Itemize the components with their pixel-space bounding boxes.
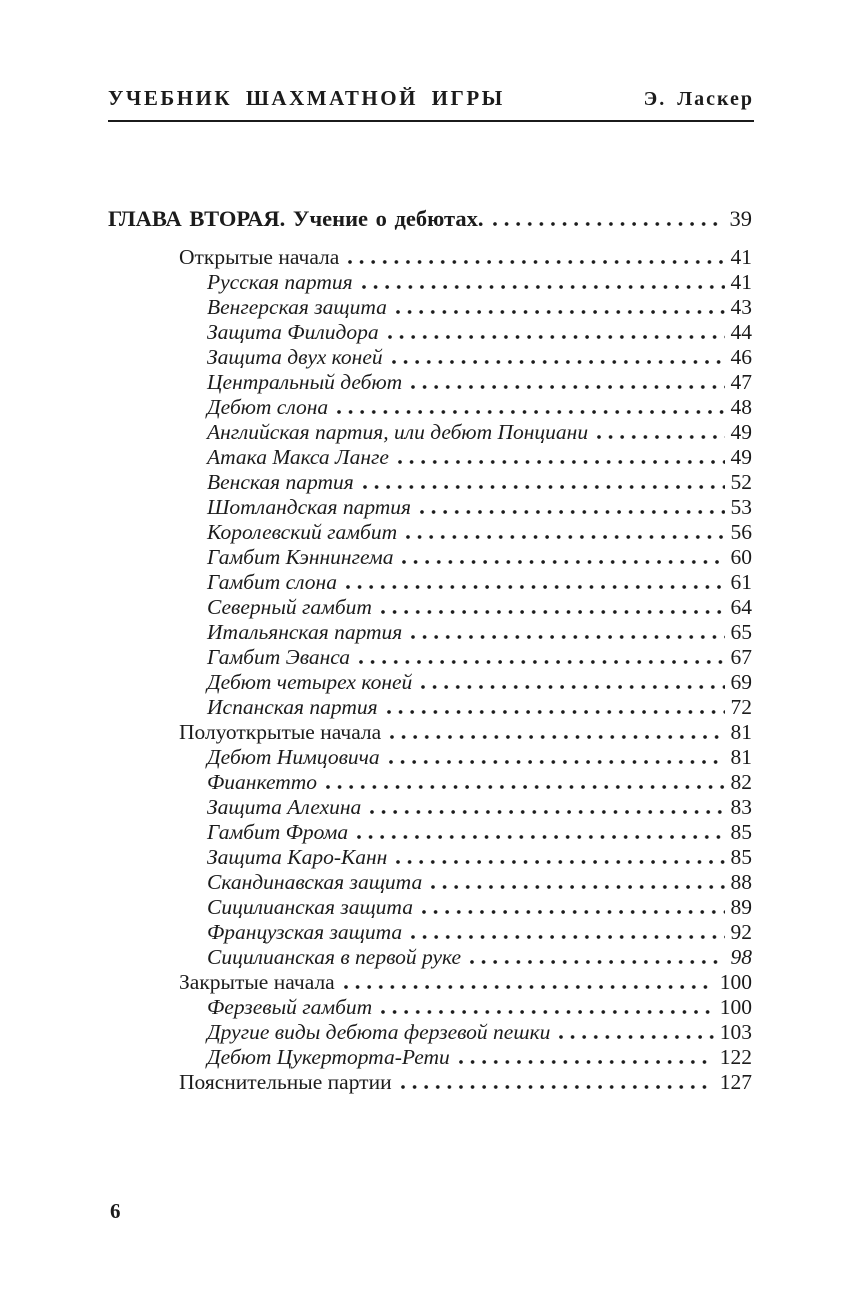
dot-leader <box>362 285 725 289</box>
toc-entry-page: 82 <box>730 770 752 794</box>
dot-leader <box>411 635 724 639</box>
page-header <box>108 88 754 122</box>
dot-leader <box>597 435 724 439</box>
toc-entry-label: Гамбит Кэннингема <box>207 545 394 569</box>
toc-entry-page: 46 <box>730 345 752 369</box>
toc-entry-page: 85 <box>730 820 752 844</box>
toc-entry-page: 100 <box>719 995 752 1019</box>
toc-entry-label: Гамбит Эванса <box>207 645 351 669</box>
toc-entry-label: Защита Филидора <box>207 320 379 344</box>
toc-entry <box>108 495 752 520</box>
author-name: Э. Ласкер <box>643 88 754 110</box>
toc-entry-label: Атака Макса Ланге <box>207 445 389 469</box>
toc-entry-page: 103 <box>719 1020 752 1044</box>
toc-entry-page: 52 <box>730 470 752 494</box>
dot-leader <box>422 910 725 914</box>
dot-leader <box>401 1085 714 1089</box>
toc-entry-label: Защита двух коней <box>207 345 383 369</box>
dot-leader <box>402 560 724 564</box>
toc-entry-label: Русская партия <box>207 270 353 294</box>
toc-entry-page: 69 <box>730 670 752 694</box>
toc-entry <box>108 620 752 645</box>
toc-entry-page: 127 <box>719 1070 752 1094</box>
toc-entry-page: 72 <box>730 695 752 719</box>
toc-entry-label: Дебют Нимцовича <box>207 745 380 769</box>
toc-entry <box>108 820 752 845</box>
toc-entry <box>108 895 752 920</box>
toc-entry <box>108 270 752 295</box>
dot-leader <box>411 385 724 389</box>
dot-leader <box>398 460 725 464</box>
toc-entry-page: 100 <box>719 970 752 994</box>
toc-entry-label: Сицилианская в первой руке <box>207 945 462 969</box>
toc-entry <box>108 720 752 745</box>
toc-entry <box>108 395 752 420</box>
toc-entry <box>108 345 752 370</box>
toc-entry <box>108 695 752 720</box>
toc-entry-label: Английская партия, или дебют Понциани <box>207 420 589 444</box>
toc-entry-page: 56 <box>730 520 752 544</box>
dot-leader <box>559 1035 713 1039</box>
toc-entry <box>108 670 752 695</box>
toc-entry-label: Дебют четырех коней <box>207 670 413 694</box>
toc-entry <box>108 645 752 670</box>
toc-entry-page: 49 <box>730 445 752 469</box>
toc-entry-page: 67 <box>730 645 752 669</box>
toc-entry-page: 61 <box>730 570 752 594</box>
toc-entry-label: Дебют слона <box>207 395 329 419</box>
toc-entry <box>108 870 752 895</box>
toc-entry <box>108 445 752 470</box>
toc-entry <box>108 1045 752 1070</box>
toc-entry-label: Центральный дебют <box>207 370 403 394</box>
dot-leader <box>396 310 725 314</box>
dot-leader <box>326 785 724 789</box>
toc-entry <box>108 745 752 770</box>
toc-entry-page: 47 <box>730 370 752 394</box>
dot-leader <box>389 760 725 764</box>
toc-entry <box>108 970 752 995</box>
dot-leader <box>370 810 724 814</box>
toc-entry-label: Защита Алехина <box>207 795 362 819</box>
toc-entry-page: 65 <box>730 620 752 644</box>
dot-leader <box>420 510 724 514</box>
dot-leader <box>390 735 724 739</box>
book-title: УЧЕБНИК ШАХМАТНОЙ ИГРЫ <box>108 86 505 110</box>
toc-entry-page: 64 <box>730 595 752 619</box>
toc-entry <box>108 920 752 945</box>
toc-entry-page: 88 <box>730 870 752 894</box>
toc-entry-label: Гамбит слона <box>207 570 337 594</box>
toc-entry-page: 44 <box>730 320 752 344</box>
toc-entry-label: Открытые начала <box>179 245 340 269</box>
toc-entry <box>108 545 752 570</box>
toc-entry <box>108 1020 752 1045</box>
toc-entry-page: 43 <box>730 295 752 319</box>
dot-leader <box>470 960 724 964</box>
dot-leader <box>381 610 725 614</box>
toc-entry-label: Ферзевый гамбит <box>207 995 373 1019</box>
toc-entry-page: 53 <box>730 495 752 519</box>
toc-entry-page: 41 <box>730 245 752 269</box>
toc-entry-label: Испанская партия <box>207 695 378 719</box>
dot-leader <box>406 535 724 539</box>
dot-leader <box>388 335 725 339</box>
toc-entry-page: 89 <box>730 895 752 919</box>
dot-leader <box>493 222 724 226</box>
chapter-heading-row <box>108 206 752 231</box>
toc-entry <box>108 570 752 595</box>
toc-entry <box>108 1070 752 1095</box>
dot-leader <box>431 885 724 889</box>
dot-leader <box>392 360 725 364</box>
dot-leader <box>359 660 724 664</box>
toc-entry-page: 41 <box>730 270 752 294</box>
toc-entry-page: 92 <box>730 920 752 944</box>
page-number: 6 <box>110 1199 121 1223</box>
toc-entry-page: 49 <box>730 420 752 444</box>
toc-entry <box>108 595 752 620</box>
dot-leader <box>337 410 724 414</box>
toc-entry-page: 81 <box>730 745 752 769</box>
toc-entry-label: Сицилианская защита <box>207 895 413 919</box>
toc-entries <box>108 245 752 1095</box>
chapter-heading: ГЛАВА ВТОРАЯ. Учение о дебютах. <box>108 206 484 231</box>
toc-entry <box>108 995 752 1020</box>
toc-entry-page: 122 <box>719 1045 752 1069</box>
toc-entry-label: Скандинавская защита <box>207 870 423 894</box>
dot-leader <box>357 835 724 839</box>
toc-entry <box>108 295 752 320</box>
toc-entry-page: 48 <box>730 395 752 419</box>
toc-entry-label: Пояснительные партии <box>179 1070 392 1094</box>
toc-entry <box>108 945 752 970</box>
toc-entry-page: 83 <box>730 795 752 819</box>
toc-entry <box>108 795 752 820</box>
dot-leader <box>381 1010 714 1014</box>
toc-entry-label: Венгерская защита <box>207 295 387 319</box>
dot-leader <box>396 860 724 864</box>
toc-entry-page: 98 <box>730 945 752 969</box>
toc-entry-label: Защита Каро-Канн <box>207 845 388 869</box>
toc-entry-label: Закрытые начала <box>179 970 335 994</box>
toc-entry <box>108 320 752 345</box>
toc-entry-label: Итальянская партия <box>207 620 403 644</box>
toc-entry-label: Фианкетто <box>207 770 318 794</box>
dot-leader <box>421 685 724 689</box>
toc-entry-label: Королевский гамбит <box>207 520 398 544</box>
toc-entry <box>108 420 752 445</box>
dot-leader <box>387 710 725 714</box>
toc-entry-label: Шотландская партия <box>207 495 412 519</box>
toc-entry-page: 60 <box>730 545 752 569</box>
table-of-contents <box>108 206 752 1095</box>
toc-entry <box>108 245 752 270</box>
toc-entry-label: Северный гамбит <box>207 595 372 619</box>
dot-leader <box>346 585 725 589</box>
toc-entry <box>108 520 752 545</box>
toc-entry-label: Полуоткрытые начала <box>179 720 382 744</box>
toc-entry <box>108 770 752 795</box>
toc-entry-label: Гамбит Фрома <box>207 820 349 844</box>
chapter-page-number: 39 <box>729 206 752 231</box>
toc-entry <box>108 470 752 495</box>
toc-entry-label: Другие виды дебюта ферзевой пешки <box>207 1020 551 1044</box>
dot-leader <box>459 1060 714 1064</box>
dot-leader <box>363 485 725 489</box>
dot-leader <box>344 985 714 989</box>
toc-entry-page: 81 <box>730 720 752 744</box>
toc-entry-label: Французская защита <box>207 920 403 944</box>
toc-entry-label: Венская партия <box>207 470 354 494</box>
toc-entry-label: Дебют Цукерторта-Рети <box>207 1045 450 1069</box>
toc-entry <box>108 370 752 395</box>
dot-leader <box>348 260 724 264</box>
toc-entry-page: 85 <box>730 845 752 869</box>
toc-entry <box>108 845 752 870</box>
dot-leader <box>411 935 724 939</box>
